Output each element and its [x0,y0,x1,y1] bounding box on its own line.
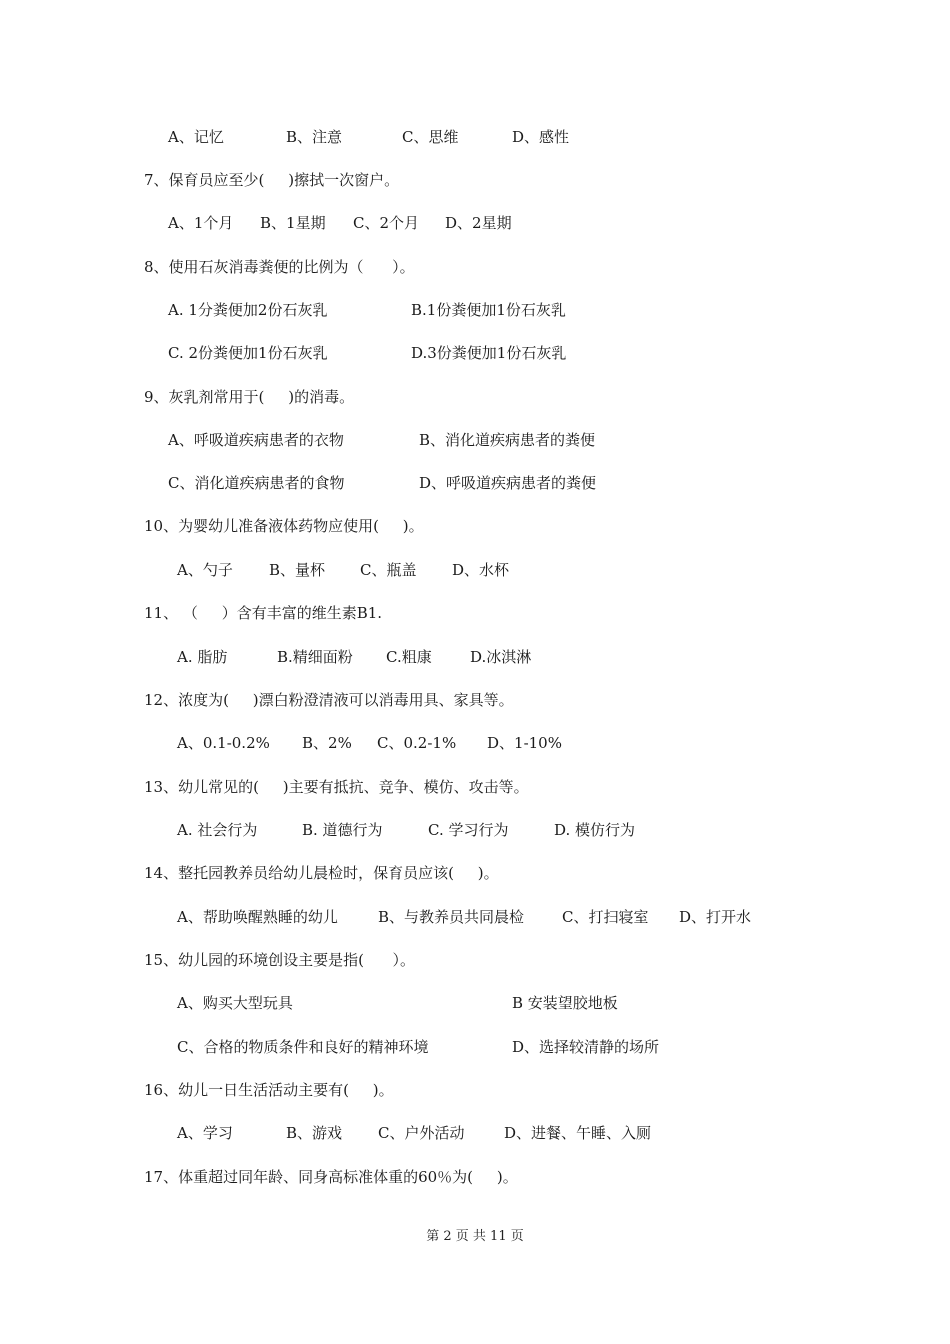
q12-option-d: D、1-10% [487,734,562,752]
q7-option-d: D、2星期 [445,214,512,232]
q6-option-b: B、注意 [286,128,343,146]
q9-option-d: D、呼吸道疾病患者的粪便 [419,474,597,492]
q15-option-c: C、合格的物质条件和良好的精神环境 [177,1038,429,1056]
q13-option-c: C. 学习行为 [428,821,509,839]
q10-option-a: A、勺子 [177,561,233,579]
q11-option-b: B.精细面粉 [277,648,353,666]
q8-option-a: A. 1分粪便加2份石灰乳 [168,301,328,319]
q14-option-a: A、帮助唤醒熟睡的幼儿 [177,908,338,926]
q15-stem: 15、幼儿园的环境创设主要是指( ）。 [144,951,416,969]
q17-stem: 17、体重超过同年龄、同身高标准体重的60％为( )。 [144,1168,518,1186]
q13-stem: 13、幼儿常见的( )主要有抵抗、竞争、模仿、攻击等。 [144,778,529,796]
q13-option-b: B. 道德行为 [302,821,383,839]
q8-option-d: D.3份粪便加1份石灰乳 [411,344,567,362]
page-number-footer: 第 2 页 共 11 页 [426,1229,524,1244]
q7-option-a: A、1个月 [168,214,234,232]
q7-option-c: C、2个月 [353,214,420,232]
q13-option-d: D. 模仿行为 [554,821,636,839]
q14-option-b: B、与教养员共同晨检 [378,908,525,926]
q9-option-b: B、消化道疾病患者的粪便 [419,431,596,449]
q11-option-a: A. 脂肪 [177,648,228,666]
q12-option-b: B、2% [302,734,352,752]
q7-option-b: B、1星期 [260,214,326,232]
q6-option-a: A、记忆 [168,128,224,146]
q11-option-c: C.粗康 [386,648,432,666]
q8-option-b: B.1份粪便加1份石灰乳 [411,301,566,319]
q10-option-d: D、水杯 [452,561,510,579]
q16-option-b: B、游戏 [286,1124,343,1142]
q10-option-b: B、量杯 [269,561,326,579]
q6-option-d: D、感性 [512,128,570,146]
q16-option-c: C、户外活动 [378,1124,465,1142]
q10-option-c: C、瓶盖 [360,561,417,579]
q12-option-c: C、0.2-1% [377,734,457,752]
q15-option-a: A、购买大型玩具 [177,994,293,1012]
q8-stem: 8、使用石灰消毒粪便的比例为（ ）。 [144,258,415,276]
q9-option-a: A、呼吸道疾病患者的衣物 [168,431,344,449]
q9-stem: 9、灰乳剂常用于( )的消毒。 [144,388,355,406]
q12-option-a: A、0.1-0.2% [177,734,270,752]
q9-option-c: C、消化道疾病患者的食物 [168,474,345,492]
q8-option-c: C. 2份粪便加1份石灰乳 [168,344,328,362]
q14-option-d: D、打开水 [679,908,752,926]
q12-stem: 12、浓度为( )漂白粉澄清液可以消毒用具、家具等。 [144,691,514,709]
q11-option-d: D.冰淇淋 [470,648,532,666]
q14-stem: 14、整托园教养员给幼儿晨检时，保育员应该( )。 [144,864,499,882]
q16-stem: 16、幼儿一日生活活动主要有( )。 [144,1081,394,1099]
q11-stem: 11、 （ ）含有丰富的维生素B1. [144,604,383,622]
q14-option-c: C、打扫寝室 [562,908,649,926]
q16-option-a: A、学习 [177,1124,233,1142]
q6-option-c: C、思维 [402,128,459,146]
q10-stem: 10、为婴幼儿准备液体药物应使用( )。 [144,517,424,535]
q16-option-d: D、进餐、午睡、入厕 [504,1124,652,1142]
q15-option-b: B 安装望胶地板 [512,994,618,1012]
q15-option-d: D、选择较清静的场所 [512,1038,660,1056]
q7-stem: 7、保育员应至少( )擦拭一次窗户。 [144,171,400,189]
q13-option-a: A. 社会行为 [177,821,258,839]
